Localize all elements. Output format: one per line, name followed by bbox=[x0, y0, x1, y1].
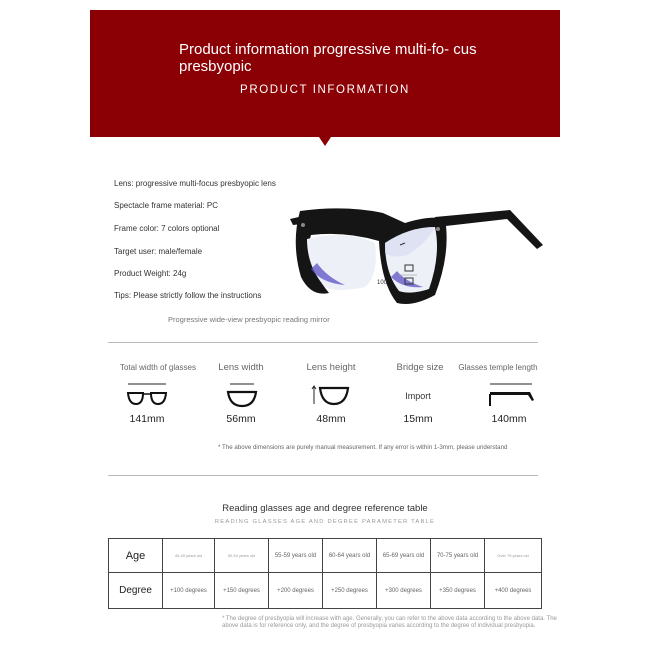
age-cell: 60-64 years old bbox=[323, 539, 377, 573]
bridge-import-label: Import bbox=[405, 391, 431, 401]
spec-weight: Product Weight: 24g bbox=[114, 269, 187, 278]
total-width-icon bbox=[126, 380, 168, 408]
degree-cell: +350 degrees bbox=[431, 573, 485, 609]
age-cell: 55-59 years old bbox=[269, 539, 323, 573]
table-subtitle: READING GLASSES AGE AND DEGREE PARAMETER TABLE bbox=[214, 519, 436, 525]
lens-width-icon bbox=[224, 380, 260, 408]
lens-power-label: 100 bbox=[377, 280, 388, 286]
banner-title: Product information progressive multi-fo- cus presbyopic bbox=[179, 41, 477, 75]
degree-cell: +200 degrees bbox=[269, 573, 323, 609]
divider bbox=[108, 342, 538, 343]
table-row bbox=[109, 573, 542, 609]
dim-label-total-width: Total width of glasses bbox=[119, 363, 197, 372]
age-cell: 70-75 years old bbox=[431, 539, 485, 573]
dim-label-lens-height: Lens height bbox=[306, 362, 356, 373]
dim-value-temple-length: 140mm bbox=[491, 413, 527, 425]
dim-value-total-width: 141mm bbox=[129, 413, 165, 425]
degree-cell: +300 degrees bbox=[377, 573, 431, 609]
age-cell: 65-69 years old bbox=[377, 539, 431, 573]
glasses-photo-icon bbox=[285, 183, 550, 308]
age-cell: 45-49 years old bbox=[163, 539, 215, 573]
degree-cell: +250 degrees bbox=[323, 573, 377, 609]
photo-caption: Progressive wide-view presbyopic reading mirror bbox=[168, 315, 330, 324]
age-degree-table bbox=[108, 538, 542, 609]
table-title: Reading glasses age and degree reference table bbox=[222, 503, 428, 514]
banner-pointer-icon bbox=[319, 137, 331, 146]
lens-height-icon bbox=[310, 380, 352, 408]
degree-cell: +400 degrees bbox=[485, 573, 542, 609]
dim-label-temple-length: Glasses temple length bbox=[458, 363, 538, 372]
age-cell: Over 75 years old bbox=[485, 539, 542, 573]
spec-tips: Tips: Please strictly follow the instructions bbox=[114, 291, 262, 300]
degree-header: Degree bbox=[109, 573, 163, 609]
dim-label-bridge-size: Bridge size bbox=[396, 362, 444, 373]
spec-frame-material: Spectacle frame material: PC bbox=[114, 201, 219, 210]
banner-subtitle: PRODUCT INFORMATION bbox=[240, 84, 410, 96]
degree-cell: +100 degrees bbox=[163, 573, 215, 609]
spec-target-user: Target user: male/female bbox=[114, 247, 203, 256]
age-header: Age bbox=[109, 539, 163, 573]
degree-cell: +150 degrees bbox=[215, 573, 269, 609]
table-row bbox=[109, 539, 542, 573]
dim-value-bridge-size: 15mm bbox=[403, 413, 433, 425]
dim-label-lens-width: Lens width bbox=[218, 362, 264, 373]
header-banner bbox=[90, 10, 560, 137]
divider bbox=[108, 475, 538, 476]
dimensions-note: * The above dimensions are purely manual measurement. If any error is within 1-3mm, please understand bbox=[218, 444, 508, 451]
table-note: * The degree of presbyopia will increase with age. Generally, you can refer to the above data according to the above data. The above data is for reference only, and the degree of presbyopia varies according to the degree of individual presbyopia. bbox=[222, 616, 557, 629]
spec-lens: Lens: progressive multi-focus presbyopic lens bbox=[114, 179, 276, 188]
spec-frame-color: Frame color: 7 colors optional bbox=[114, 224, 220, 233]
age-cell: 50-54 years old bbox=[215, 539, 269, 573]
temple-length-icon bbox=[486, 380, 536, 408]
dim-value-lens-height: 48mm bbox=[316, 413, 346, 425]
dim-value-lens-width: 56mm bbox=[226, 413, 256, 425]
